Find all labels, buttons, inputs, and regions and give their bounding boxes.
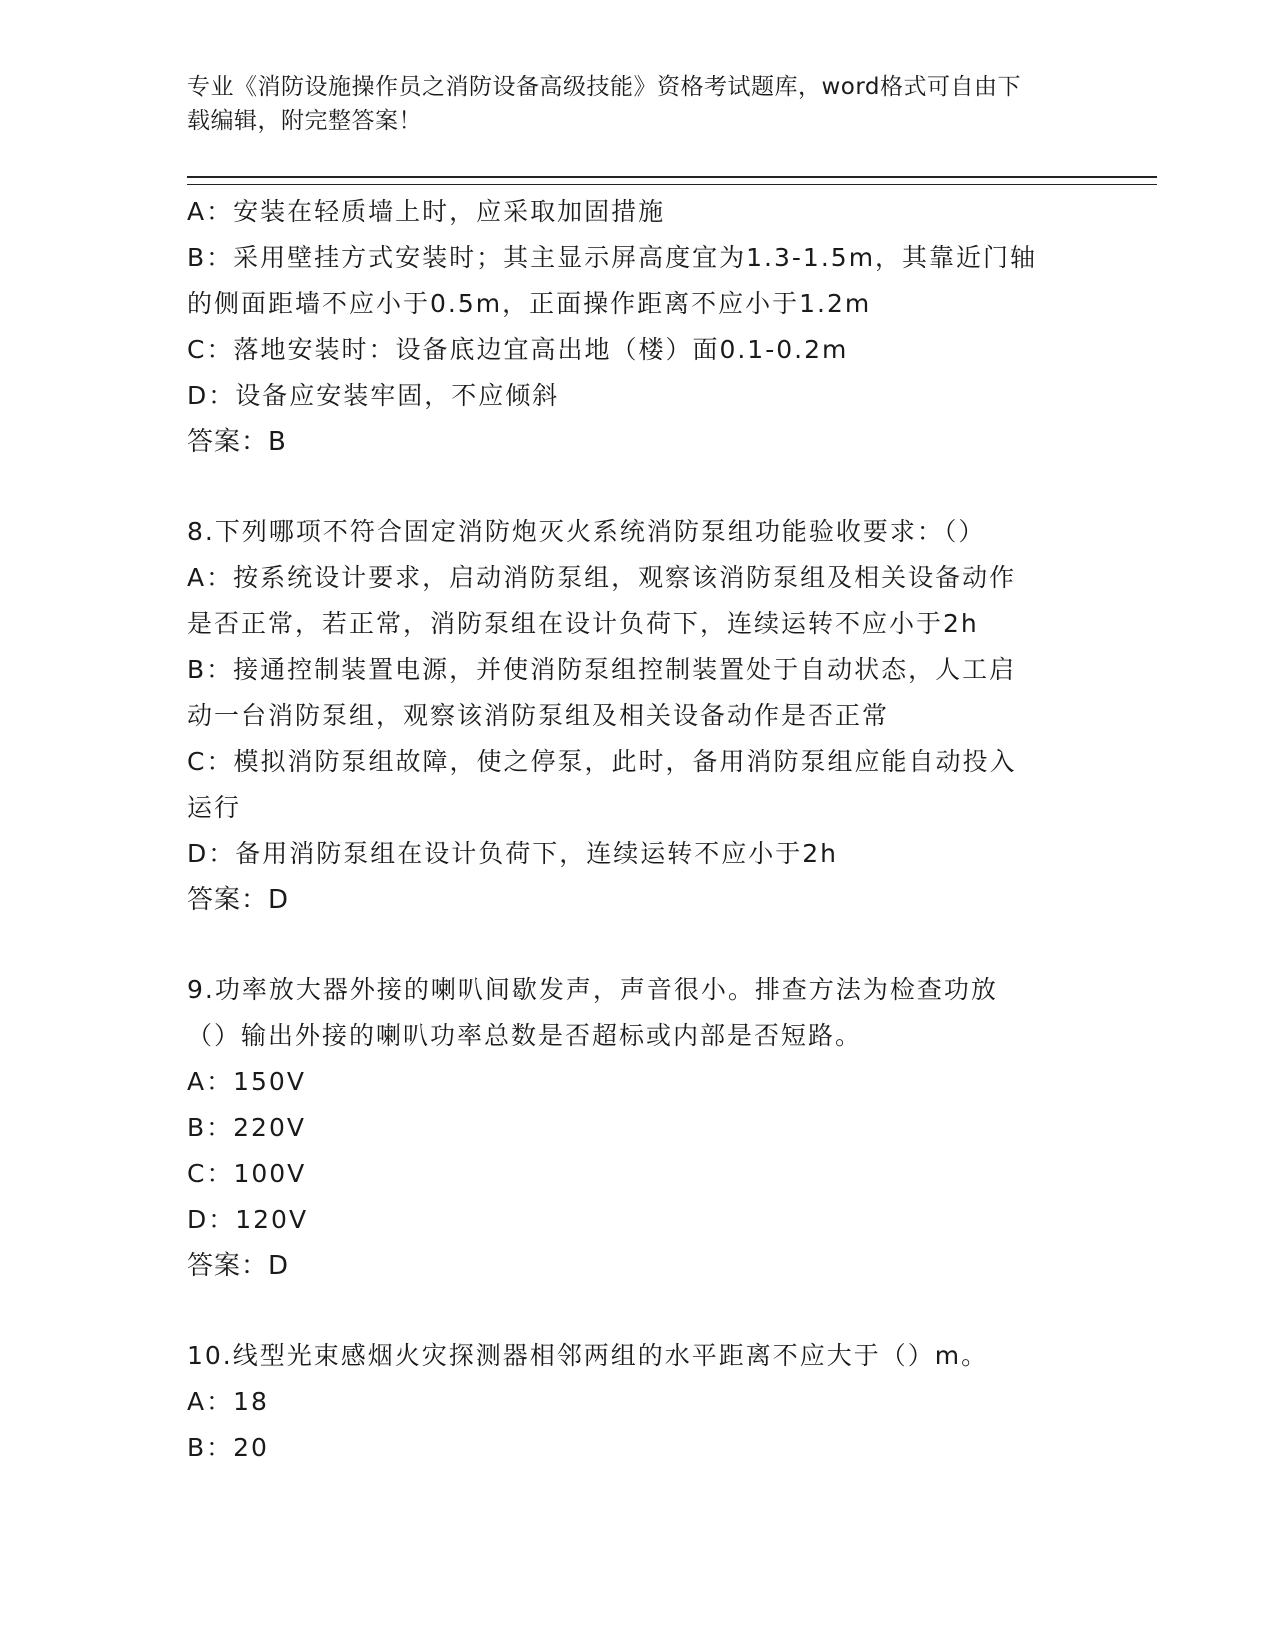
q8-option-c-line-1: C：模拟消防泵组故障，使之停泵，此时，备用消防泵组应能自动投入 — [187, 747, 1017, 776]
q9-question-line-2: （）输出外接的喇叭功率总数是否超标或内部是否短路。 — [187, 1021, 863, 1050]
q9-question-line-1: 9.功率放大器外接的喇叭间歇发声，声音很小。排查方法为检查功放 — [187, 975, 998, 1004]
question-content — [187, 189, 1087, 1471]
q9-option-b: B：220V — [187, 1113, 306, 1142]
q10-question: 10.线型光束感烟火灾探测器相邻两组的水平距离不应大于（）m。 — [187, 1341, 989, 1370]
question-7-block — [187, 189, 1087, 465]
header-title-line-2: 载编辑，附完整答案！ — [187, 108, 422, 134]
q9-option-c: C：100V — [187, 1159, 307, 1188]
q9-option-d: D：120V — [187, 1205, 309, 1234]
q8-option-c-line-2: 运行 — [187, 793, 242, 822]
q10-option-a: A：18 — [187, 1387, 269, 1416]
q7-option-a: A：安装在轻质墙上时，应采取加固措施 — [187, 197, 666, 226]
header-title-line-1: 专业《消防设施操作员之消防设备高级技能》资格考试题库，word格式可自由下 — [187, 74, 1022, 100]
q10-option-b: B：20 — [187, 1433, 269, 1462]
spacer — [187, 465, 1087, 509]
q7-option-b-line-1: B：采用壁挂方式安装时；其主显示屏高度宜为1.3-1.5m，其靠近门轴 — [187, 243, 1038, 272]
q7-option-c: C：落地安装时：设备底边宜高出地（楼）面0.1-0.2m — [187, 335, 849, 364]
q9-answer: 答案：D — [187, 1251, 290, 1281]
header-divider — [187, 176, 1157, 185]
question-9-block — [187, 967, 1087, 1289]
page-header — [187, 70, 1067, 138]
question-10-block — [187, 1333, 1087, 1471]
spacer — [187, 1289, 1087, 1333]
spacer — [187, 923, 1087, 967]
q8-option-b-line-1: B：接通控制装置电源，并使消防泵组控制装置处于自动状态，人工启 — [187, 655, 1017, 684]
q8-option-b-line-2: 动一台消防泵组，观察该消防泵组及相关设备动作是否正常 — [187, 701, 890, 730]
q9-option-a: A：150V — [187, 1067, 306, 1096]
q8-option-a-line-1: A：按系统设计要求，启动消防泵组，观察该消防泵组及相关设备动作 — [187, 563, 1017, 592]
q7-option-b-line-2: 的侧面距墙不应小于0.5m，正面操作距离不应小于1.2m — [187, 289, 872, 318]
q8-option-a-line-2: 是否正常，若正常，消防泵组在设计负荷下，连续运转不应小于2h — [187, 609, 979, 638]
q8-answer: 答案：D — [187, 885, 290, 915]
q7-answer: 答案：B — [187, 427, 287, 457]
q8-question: 8.下列哪项不符合固定消防炮灭火系统消防泵组功能验收要求：（） — [187, 517, 986, 546]
question-8-block — [187, 509, 1087, 923]
q8-option-d: D：备用消防泵组在设计负荷下，连续运转不应小于2h — [187, 839, 839, 868]
q7-option-d: D：设备应安装牢固，不应倾斜 — [187, 381, 560, 410]
